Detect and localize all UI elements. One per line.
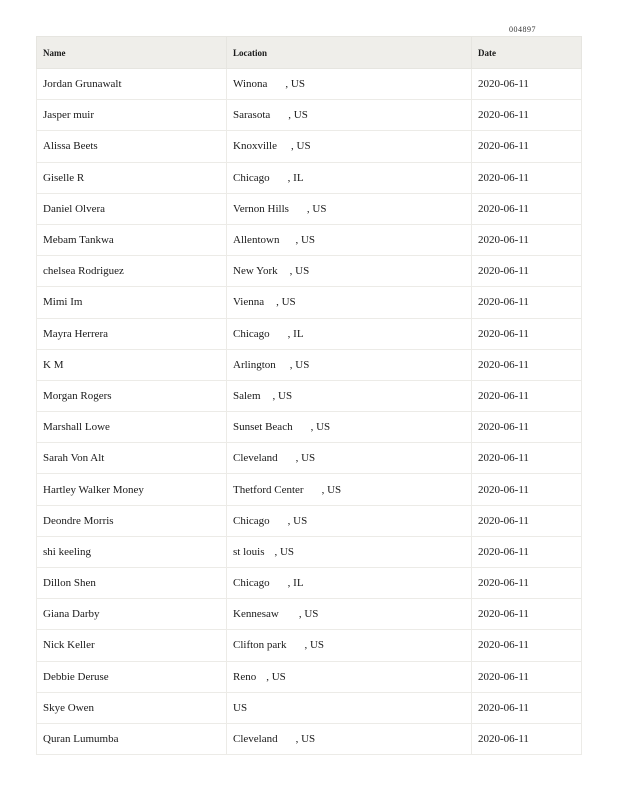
location-region: IL (293, 327, 304, 340)
cell-location (227, 287, 472, 318)
location-city: Sunset Beach (233, 421, 293, 434)
cell-date: 2020-06-11 (472, 692, 582, 723)
table-row (37, 318, 582, 349)
cell-location (227, 723, 472, 754)
cell-name: Alissa Beets (37, 131, 227, 162)
cell-location (227, 692, 472, 723)
location-city: Cleveland (233, 452, 278, 465)
cell-date: 2020-06-11 (472, 661, 582, 692)
location-separator: , (287, 171, 294, 184)
cell-date: 2020-06-11 (472, 443, 582, 474)
cell-date: 2020-06-11 (472, 412, 582, 443)
cell-date: 2020-06-11 (472, 723, 582, 754)
location-region: US (293, 514, 308, 527)
cell-date: 2020-06-11 (472, 536, 582, 567)
table-row (37, 162, 582, 193)
location-city: Arlington (233, 358, 276, 371)
location-city: New York (233, 265, 278, 278)
location-region: US (293, 109, 308, 122)
table-row (37, 256, 582, 287)
table-row (37, 505, 582, 536)
location-separator: , (287, 327, 294, 340)
column-header-date: Date (472, 37, 582, 69)
location-region: US (296, 140, 311, 153)
cell-location (227, 599, 472, 630)
cell-location (227, 661, 472, 692)
cell-date: 2020-06-11 (472, 318, 582, 349)
location-city: Chicago (233, 327, 270, 340)
location-region: IL (293, 171, 304, 184)
location-region: US (233, 701, 248, 714)
cell-location (227, 69, 472, 100)
column-header-location: Location (227, 37, 472, 69)
location-region: US (279, 545, 295, 558)
table-row (37, 131, 582, 162)
table-row (37, 287, 582, 318)
cell-name: Giselle R (37, 162, 227, 193)
cell-location (227, 256, 472, 287)
location-region: US (309, 639, 325, 652)
cell-name: Mayra Herrera (37, 318, 227, 349)
location-region: US (290, 78, 305, 91)
column-header-name: Name (37, 37, 227, 69)
document-id: 004897 (509, 25, 536, 34)
table-row (37, 380, 582, 411)
location-city: Chicago (233, 577, 270, 590)
location-separator: , (321, 483, 328, 496)
cell-location (227, 349, 472, 380)
location-separator: , (298, 608, 305, 621)
cell-name: Quran Lumumba (37, 723, 227, 754)
cell-name: Skye Owen (37, 692, 227, 723)
location-separator: , (274, 545, 280, 558)
cell-location (227, 536, 472, 567)
cell-name: Nick Keller (37, 630, 227, 661)
location-region: US (316, 421, 331, 434)
cell-name: Hartley Walker Money (37, 474, 227, 505)
table-row (37, 630, 582, 661)
location-separator: , (276, 296, 282, 309)
table-row (37, 599, 582, 630)
location-region: US (300, 234, 316, 247)
location-separator: , (272, 389, 278, 402)
location-city: Allentown (233, 234, 280, 247)
cell-date: 2020-06-11 (472, 380, 582, 411)
location-region: US (327, 483, 342, 496)
cell-name: chelsea Rodriguez (37, 256, 227, 287)
location-city: Cleveland (233, 733, 278, 746)
location-separator: , (306, 202, 313, 215)
table-row (37, 474, 582, 505)
cell-location (227, 412, 472, 443)
cell-name: Jasper muir (37, 100, 227, 131)
location-separator: , (285, 78, 291, 91)
table-header (37, 37, 582, 69)
cell-date: 2020-06-11 (472, 599, 582, 630)
location-region: US (295, 358, 310, 371)
cell-date: 2020-06-11 (472, 630, 582, 661)
cell-name: Deondre Morris (37, 505, 227, 536)
cell-name: Daniel Olvera (37, 193, 227, 224)
cell-date: 2020-06-11 (472, 100, 582, 131)
table-row (37, 661, 582, 692)
location-city: Knoxville (233, 140, 277, 153)
location-region: IL (293, 577, 304, 590)
cell-location (227, 443, 472, 474)
cell-date: 2020-06-11 (472, 193, 582, 224)
location-region: US (271, 670, 286, 683)
cell-location (227, 100, 472, 131)
table-row (37, 443, 582, 474)
cell-date: 2020-06-11 (472, 474, 582, 505)
location-separator: , (289, 265, 296, 278)
cell-date: 2020-06-11 (472, 131, 582, 162)
cell-date: 2020-06-11 (472, 224, 582, 255)
table-row (37, 69, 582, 100)
location-separator: , (288, 109, 294, 122)
cell-name: Morgan Rogers (37, 380, 227, 411)
table-row (37, 723, 582, 754)
location-region: US (281, 296, 296, 309)
table-row (37, 224, 582, 255)
location-separator: , (266, 670, 272, 683)
location-separator: , (310, 421, 317, 434)
location-separator: , (295, 733, 302, 746)
cell-name: shi keeling (37, 536, 227, 567)
cell-location (227, 505, 472, 536)
location-city: Kennesaw (233, 608, 279, 621)
location-separator: , (287, 514, 294, 527)
cell-name: Mebam Tankwa (37, 224, 227, 255)
cell-name: Debbie Deruse (37, 661, 227, 692)
location-region: US (301, 733, 316, 746)
location-city: Clifton park (233, 639, 287, 652)
table-row (37, 349, 582, 380)
location-region: US (295, 265, 310, 278)
location-region: US (304, 608, 319, 621)
cell-location (227, 224, 472, 255)
location-region: US (312, 202, 327, 215)
table-row (37, 568, 582, 599)
cell-location (227, 162, 472, 193)
location-separator: , (289, 358, 296, 371)
location-region: US (301, 452, 316, 465)
cell-name: Mimi Im (37, 287, 227, 318)
cell-date: 2020-06-11 (472, 349, 582, 380)
location-separator: , (295, 234, 301, 247)
cell-location (227, 474, 472, 505)
cell-name: Sarah Von Alt (37, 443, 227, 474)
location-separator: , (287, 577, 294, 590)
cell-name: Giana Darby (37, 599, 227, 630)
cell-date: 2020-06-11 (472, 568, 582, 599)
header-row (37, 37, 582, 69)
location-city: st louis (233, 545, 265, 558)
table-body (37, 69, 582, 755)
table-row (37, 412, 582, 443)
location-separator: , (295, 452, 302, 465)
cell-name: K M (37, 349, 227, 380)
table-row (37, 100, 582, 131)
cell-date: 2020-06-11 (472, 505, 582, 536)
location-city: Chicago (233, 171, 270, 184)
location-city: Vienna (233, 296, 265, 309)
table-row (37, 536, 582, 567)
cell-location (227, 193, 472, 224)
location-city: Salem (233, 389, 261, 402)
cell-date: 2020-06-11 (472, 287, 582, 318)
location-city: Chicago (233, 514, 270, 527)
location-region: US (278, 389, 293, 402)
location-city: Reno (233, 670, 257, 683)
cell-date: 2020-06-11 (472, 69, 582, 100)
cell-name: Dillon Shen (37, 568, 227, 599)
cell-location (227, 380, 472, 411)
cell-location (227, 630, 472, 661)
cell-name: Jordan Grunawalt (37, 69, 227, 100)
location-city: Thetford Center (233, 483, 304, 496)
cell-location (227, 318, 472, 349)
table-row (37, 193, 582, 224)
cell-date: 2020-06-11 (472, 162, 582, 193)
location-city: Sarasota (233, 109, 271, 122)
signers-table (36, 36, 582, 755)
cell-name: Marshall Lowe (37, 412, 227, 443)
location-city: Vernon Hills (233, 202, 289, 215)
cell-date: 2020-06-11 (472, 256, 582, 287)
cell-location (227, 568, 472, 599)
cell-location (227, 131, 472, 162)
table-row (37, 692, 582, 723)
location-separator: , (304, 639, 310, 652)
location-separator: , (291, 140, 297, 153)
location-city: Winona (233, 78, 268, 91)
